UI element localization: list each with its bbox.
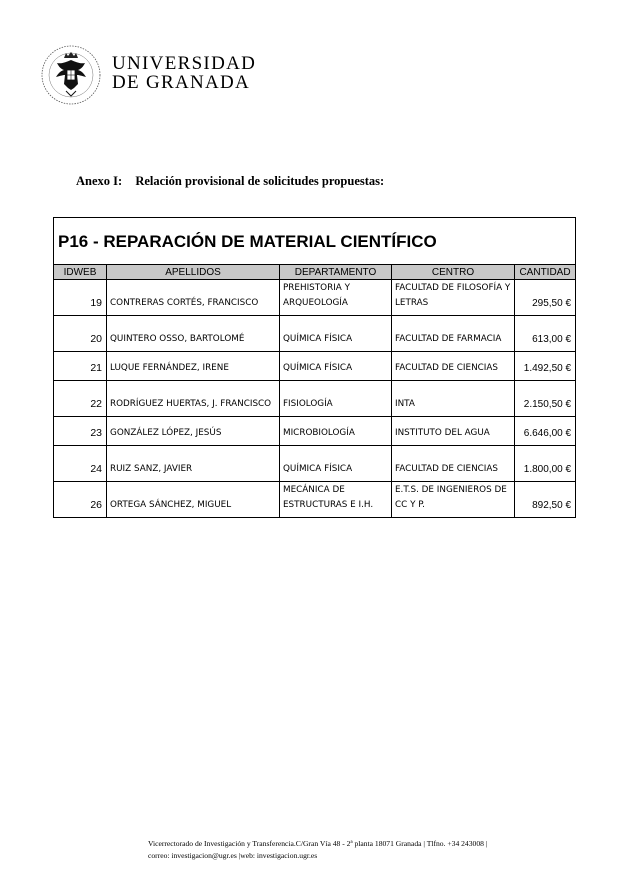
table-title: P16 - REPARACIÓN DE MATERIAL CIENTÍFICO	[54, 218, 576, 265]
cell-apellidos: RUIZ SANZ, JAVIER	[107, 446, 280, 482]
cell-idweb: 26	[54, 482, 107, 518]
cell-cantidad: 613,00 €	[515, 316, 576, 352]
cell-departamento: MECÁNICA DE ESTRUCTURAS E I.H.	[280, 482, 392, 518]
cell-idweb: 19	[54, 280, 107, 316]
column-header-apellidos: APELLIDOS	[107, 265, 280, 280]
cell-departamento: QUÍMICA FÍSICA	[280, 446, 392, 482]
cell-cantidad: 892,50 €	[515, 482, 576, 518]
cell-departamento: QUÍMICA FÍSICA	[280, 316, 392, 352]
cell-centro: FACULTAD DE CIENCIAS	[392, 352, 515, 381]
cell-cantidad: 295,50 €	[515, 280, 576, 316]
cell-idweb: 22	[54, 381, 107, 417]
cell-apellidos: QUINTERO OSSO, BARTOLOMÉ	[107, 316, 280, 352]
table-row	[54, 381, 576, 417]
cell-centro: INTA	[392, 381, 515, 417]
footer-email-line: correo: investigacion@ugr.es |web: investigacion.ugr.es	[148, 851, 318, 860]
university-name	[112, 54, 256, 92]
cell-apellidos: RODRÍGUEZ HUERTAS, J. FRANCISCO	[107, 381, 280, 417]
cell-centro: INSTITUTO DEL AGUA	[392, 417, 515, 446]
footer-address-line: Vicerrectorado de Investigación y Transferencia.C/Gran Vía 48 - 2ª planta 18071 Granada | Tlfno. +34 243008 |	[148, 839, 488, 848]
cell-idweb: 24	[54, 446, 107, 482]
cell-centro: FACULTAD DE CIENCIAS	[392, 446, 515, 482]
annex-heading	[76, 174, 384, 189]
applications-table-container	[53, 217, 575, 518]
cell-cantidad: 2.150,50 €	[515, 381, 576, 417]
column-header-idweb: IDWEB	[54, 265, 107, 280]
applications-table	[53, 217, 576, 518]
cell-cantidad: 1.800,00 €	[515, 446, 576, 482]
cell-departamento: QUÍMICA FÍSICA	[280, 352, 392, 381]
university-seal-logo	[40, 44, 102, 106]
table-row	[54, 316, 576, 352]
column-header-centro: CENTRO	[392, 265, 515, 280]
university-name-line1: UNIVERSIDAD	[112, 53, 257, 74]
annex-label: Anexo I:	[76, 174, 123, 188]
cell-departamento: PREHISTORIA Y ARQUEOLOGÍA	[280, 280, 392, 316]
column-header-departamento: DEPARTAMENTO	[280, 265, 392, 280]
column-header-cantidad: CANTIDAD	[515, 265, 576, 280]
cell-idweb: 23	[54, 417, 107, 446]
cell-departamento: MICROBIOLOGÍA	[280, 417, 392, 446]
table-header-row	[54, 265, 576, 280]
footer-contact	[148, 838, 487, 862]
cell-apellidos: CONTRERAS CORTÉS, FRANCISCO	[107, 280, 280, 316]
cell-centro: E.T.S. DE INGENIEROS DE CC Y P.	[392, 482, 515, 518]
table-row	[54, 446, 576, 482]
table-row	[54, 482, 576, 518]
cell-departamento: FISIOLOGÍA	[280, 381, 392, 417]
cell-idweb: 20	[54, 316, 107, 352]
annex-title: Relación provisional de solicitudes propuestas:	[135, 174, 385, 188]
cell-idweb: 21	[54, 352, 107, 381]
cell-cantidad: 1.492,50 €	[515, 352, 576, 381]
cell-apellidos: LUQUE FERNÁNDEZ, IRENE	[107, 352, 280, 381]
cell-apellidos: ORTEGA SÁNCHEZ, MIGUEL	[107, 482, 280, 518]
table-title-row	[54, 218, 576, 265]
cell-apellidos: GONZÁLEZ LÓPEZ, JESÚS	[107, 417, 280, 446]
table-row	[54, 280, 576, 316]
university-name-line2: DE GRANADA	[112, 72, 251, 93]
table-row	[54, 352, 576, 381]
table-row	[54, 417, 576, 446]
cell-cantidad: 6.646,00 €	[515, 417, 576, 446]
cell-centro: FACULTAD DE FILOSOFÍA Y LETRAS	[392, 280, 515, 316]
cell-centro: FACULTAD DE FARMACIA	[392, 316, 515, 352]
